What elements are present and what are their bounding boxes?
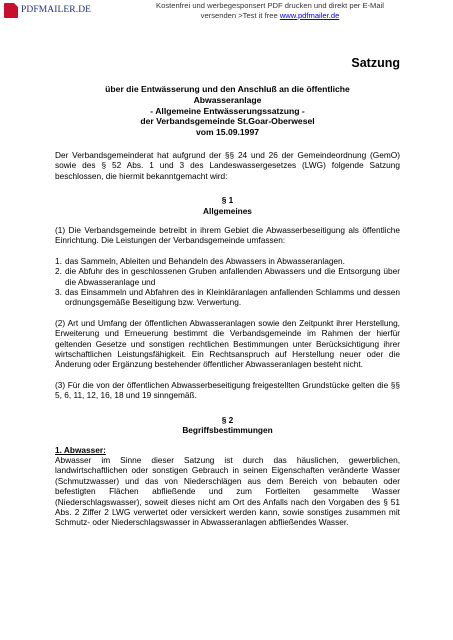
list-item-number: 3. (55, 287, 62, 298)
document-subtitle (55, 84, 400, 138)
list-item-number: 2. (55, 266, 62, 277)
promo-banner (0, 0, 453, 24)
section-title: Allgemeines (203, 205, 252, 216)
list-item-text: das Sammeln, Ableiten und Behandeln des Abwassers in Abwasseranlagen. (65, 255, 345, 266)
promo-line-2 (120, 11, 420, 21)
pdf-file-icon (4, 3, 18, 18)
section-number: § 1 (221, 195, 234, 206)
section-1-paragraph-3: (3) Für die von der öffentlichen Abwasserbeseitigung freigestellten Grundstücke gelten die §§ 5, 6, 11, 12, 16, 18 und 19 sinngemäß. (55, 379, 400, 401)
promo-text (120, 1, 420, 21)
subtitle-line: vom 15.09.1997 (195, 127, 260, 138)
list-item (55, 287, 400, 308)
subtitle-line: Abwasseranlage (193, 94, 262, 105)
list-item-number: 1. (55, 255, 62, 266)
subtitle-line: über die Entwässerung und den Anschluß an die öffentliche (105, 84, 350, 94)
subtitle-line: der Verbandsgemeinde St.Goar-Oberwesel (140, 116, 315, 127)
section-1-paragraph-2: (2) Art und Umfang der öffentlichen Abwasseranlagen sowie den Zeitpunkt ihrer Herstellung, Erweiterung und Erneuerung bestimmt die Verbandsgemeinde im Rahmen der hierfür geltenden Gesetze und sonstigen rechtlichen Bestimmungen unter Berücksichtigung ihrer wirtschaftlichen Leistungsfähigkeit. Ein Rechtsanspruch auf Herstellung neuer oder die Änderung oder Ergänzung bestehender öffentlicher Abwasseranlagen besteht nicht. (55, 317, 400, 370)
list-item (55, 266, 400, 287)
promo-link[interactable]: www.pdfmailer.de (279, 11, 340, 20)
subsection-paragraph: Abwasser im Sinne dieser Satzung ist durch das häuslichen, gewerblichen, landwirtschaftlichen oder sonstigen Gebrauch in seinen Eigenschaften veränderte Wasser (Schmutzwasser) und das von Niederschlägen aus dem Bereich von bebauten oder befestigten Flächen abfließende und zum Fortleiten gesammelte Wasser (Niederschlagswasser), soweit dieses nicht am Ort des Anfalls nach den Vorgaben des § 51 Abs. 2 Ziffer 2 LWG verwertet oder versickert werden kann, sowie sonstiges zusammen mit Schmutz- oder Niederschlagswasser in Abwasseranlagen abfließendes Wasser. (55, 454, 400, 528)
services-list (55, 256, 400, 308)
list-item-text: das Einsammeln und Abfahren des in Kleinkläranlagen anfallenden Schlamms und dessen ordnungsgemäße Beseitigung bzw. Verwertung. (65, 287, 400, 308)
preamble-paragraph: Der Verbandsgemeinderat hat aufgrund der §§ 24 und 26 der Gemeindeordnung (GemO) sowie des § 52 Abs. 1 und 3 des Landeswassergesetzes (LWG) folgende Satzung beschlossen, die hiermit bekanntgemacht wird: (55, 149, 400, 181)
section-title: Begriffsbestimmungen (182, 425, 273, 436)
logo-text: PDFMAILER.DE (21, 5, 92, 15)
section-1-heading (55, 195, 400, 216)
pdfmailer-logo[interactable] (4, 2, 91, 18)
document-page (55, 56, 400, 538)
promo-line-1: Kostenfrei und werbegesponsert PDF drucken und direkt per E-Mail (156, 1, 384, 10)
section-2-heading (55, 415, 400, 436)
subtitle-line: - Allgemeine Entwässerungssatzung - (150, 105, 305, 116)
document-title: Satzung (351, 56, 400, 70)
list-item (55, 256, 400, 266)
subsection-title: 1. Abwasser: (55, 444, 106, 455)
section-number: § 2 (221, 414, 234, 425)
list-item-text: die Abfuhr des in geschlossenen Gruben anfallenden Abwassers und die Entsorgung über die Abwasseranlage und (65, 266, 400, 287)
promo-line-2-prefix: versenden >Test it free (200, 11, 280, 20)
section-1-paragraph-1: (1) Die Verbandsgemeinde betreibt in ihrem Gebiet die Abwasserbeseitigung als öffentliche Einrichtung. Die Leistungen der Verbandsgemeinde umfassen: (55, 225, 400, 246)
